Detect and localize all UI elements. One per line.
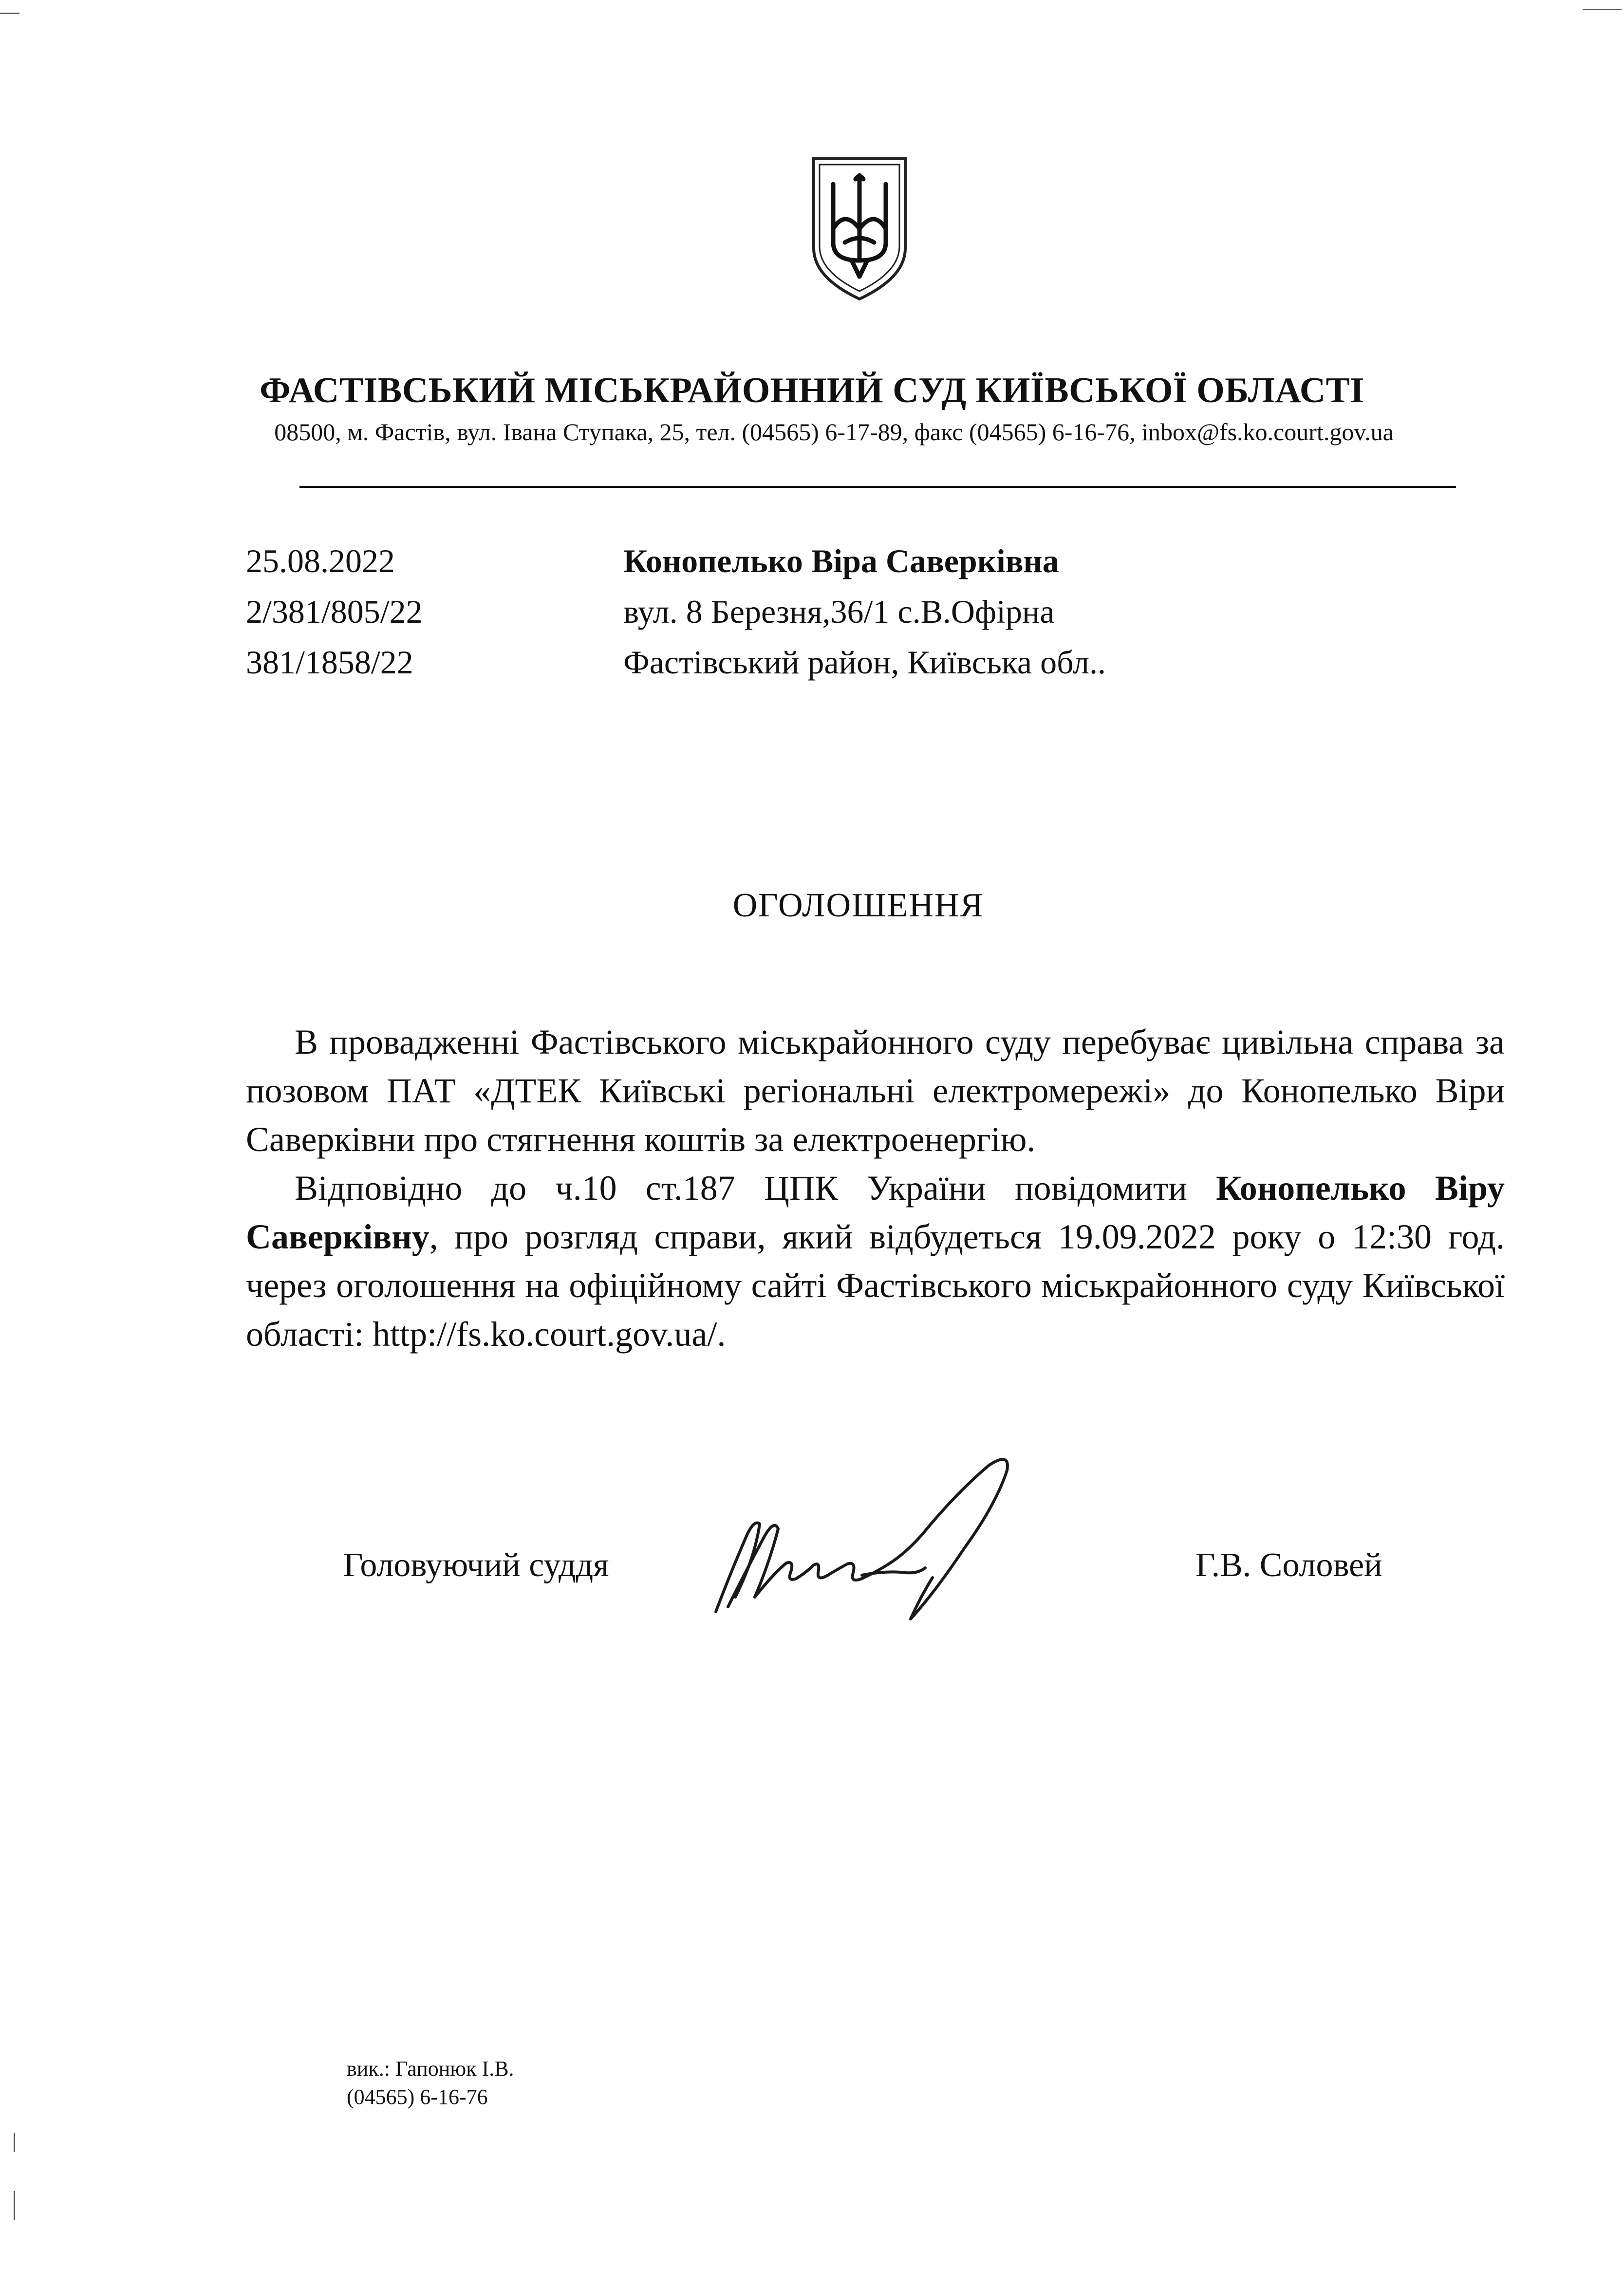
proceeding-number: 381/1858/22 bbox=[246, 644, 413, 681]
paragraph-2-suffix: , про розгляд справи, який відбудеться 19.09.2022 року о 12:30 год. через оголошення на офіційному сайті Фастівського міськрайонного суду Київської області: http://fs.ko.court.gov.ua/. bbox=[246, 1217, 1505, 1354]
document-date: 25.08.2022 bbox=[246, 542, 395, 579]
scan-mark bbox=[1583, 9, 1622, 10]
scan-mark bbox=[14, 2191, 15, 2220]
executor-name: вик.: Гапонюк І.В. bbox=[347, 2057, 514, 2081]
document-references bbox=[246, 536, 423, 688]
recipient-address-line1: вул. 8 Березня,36/1 с.В.Офірна bbox=[623, 593, 1055, 630]
trident-coat-of-arms-icon bbox=[811, 156, 908, 302]
handwritten-signature bbox=[701, 1451, 1071, 1626]
header-divider bbox=[299, 486, 1456, 488]
notified-person-name: Конопелько Віру Саверківну bbox=[246, 1169, 1505, 1256]
executor-phone: (04565) 6-16-76 bbox=[347, 2085, 488, 2109]
announcement-body bbox=[246, 1018, 1505, 1358]
scan-mark bbox=[0, 13, 19, 14]
announcement-title: ОГОЛОШЕННЯ bbox=[732, 887, 984, 924]
court-address: 08500, м. Фастів, вул. Івана Ступака, 25, тел. (04565) 6-17-89, факс (04565) 6-16-76, inbox@fs.ko.court.gov.ua bbox=[274, 418, 1394, 446]
executor-footer bbox=[347, 2055, 514, 2111]
scan-mark bbox=[14, 2133, 15, 2152]
paragraph-2-prefix: Відповідно до ч.10 ст.187 ЦПК України повідомити bbox=[295, 1169, 1216, 1208]
announcement-paragraph-2 bbox=[246, 1164, 1505, 1358]
recipient-address-line2: Фастівський район, Київська обл.. bbox=[623, 644, 1106, 681]
case-number: 2/381/805/22 bbox=[246, 593, 423, 630]
recipient-name: Конопелько Віра Саверківна bbox=[623, 542, 1059, 579]
announcement-paragraph-1: В провадженні Фастівського міськрайонного суду перебуває цивільна справа за позовом ПАТ «ДТЕК Київські регіональні електромережі» до Конопелько Віри Саверківни про стягнення коштів за електроенергію. bbox=[246, 1023, 1505, 1159]
recipient-block bbox=[623, 536, 1106, 688]
court-name: ФАСТІВСЬКИЙ МІСЬКРАЙОННИЙ СУД КИЇВСЬКОЇ ОБЛАСТІ bbox=[260, 371, 1364, 410]
judge-role: Головуючий суддя bbox=[343, 1546, 609, 1584]
judge-name: Г.В. Соловей bbox=[1195, 1546, 1382, 1584]
